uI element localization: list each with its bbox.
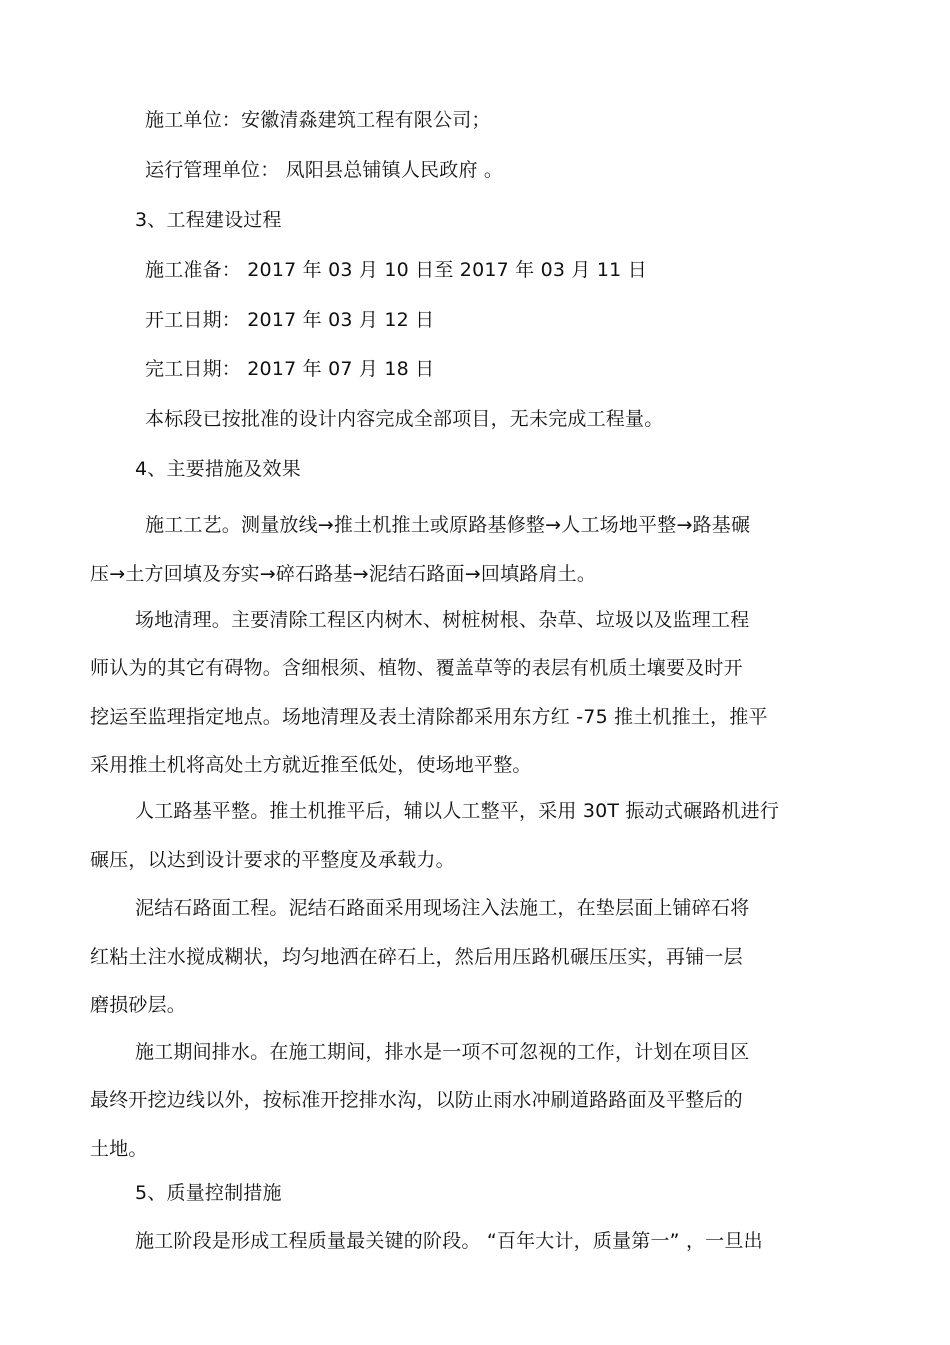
paragraph-line: 师认为的其它有碍物。含细根须、植物、覆盖草等的表层有机质土壤要及时开 — [90, 657, 743, 679]
paragraph-line: 压→土方回填及夯实→碎石路基→泥结石路面→回填路肩土。 — [90, 563, 597, 585]
paragraph-line: 磨损砂层。 — [90, 994, 187, 1016]
paragraph-line: 人工路基平整。推土机推平后，辅以人工整平，采用 30T 振动式碾路机进行 — [135, 800, 780, 822]
preparation-date-line: 施工准备： 2017 年 03 月 10 日至 2017 年 03 月 11 日 — [145, 259, 647, 281]
paragraph-line: 挖运至监理指定地点。场地清理及表土清除都采用东方红 -75 推土机推土，推平 — [90, 706, 768, 728]
operation-management-unit-line: 运行管理单位： 凤阳县总铺镇人民政府 。 — [145, 159, 504, 181]
paragraph-line: 采用推土机将高处土方就近推至低处，使场地平整。 — [90, 754, 532, 776]
paragraph-line: 红粘土注水搅成糊状，均匀地洒在碎石上，然后用压路机碾压压实，再铺一层 — [90, 946, 743, 968]
section-heading-quality-control: 5、质量控制措施 — [135, 1182, 282, 1204]
paragraph-line: 土地。 — [90, 1138, 148, 1160]
paragraph-line: 施工期间排水。在施工期间，排水是一项不可忽视的工作，计划在项目区 — [135, 1041, 750, 1063]
paragraph-line: 碾压，以达到设计要求的平整度及承载力。 — [90, 849, 455, 871]
section-heading-main-measures: 4、主要措施及效果 — [135, 458, 301, 480]
construction-unit-line: 施工单位：安徽清淼建筑工程有限公司； — [145, 109, 491, 131]
paragraph-line: 最终开挖边线以外，按标准开挖排水沟，以防止雨水冲刷道路路面及平整后的 — [90, 1089, 743, 1111]
paragraph-line: 施工工艺。测量放线→推土机推土或原路基修整→人工场地平整→路基碾 — [145, 514, 751, 536]
section-heading-construction-process: 3、工程建设过程 — [135, 209, 282, 231]
completion-statement-line: 本标段已按批准的设计内容完成全部项目，无未完成工程量。 — [145, 408, 664, 430]
paragraph-line: 施工阶段是形成工程质量最关键的阶段。 “百年大计，质量第一” ，一旦出 — [135, 1230, 763, 1252]
paragraph-line: 场地清理。主要清除工程区内树木、树桩树根、杂草、垃圾以及监理工程 — [135, 609, 750, 631]
start-date-line: 开工日期： 2017 年 03 月 12 日 — [145, 309, 435, 331]
completion-date-line: 完工日期： 2017 年 07 月 18 日 — [145, 358, 435, 380]
paragraph-line: 泥结石路面工程。泥结石路面采用现场注入法施工，在垫层面上铺碎石将 — [135, 897, 750, 919]
